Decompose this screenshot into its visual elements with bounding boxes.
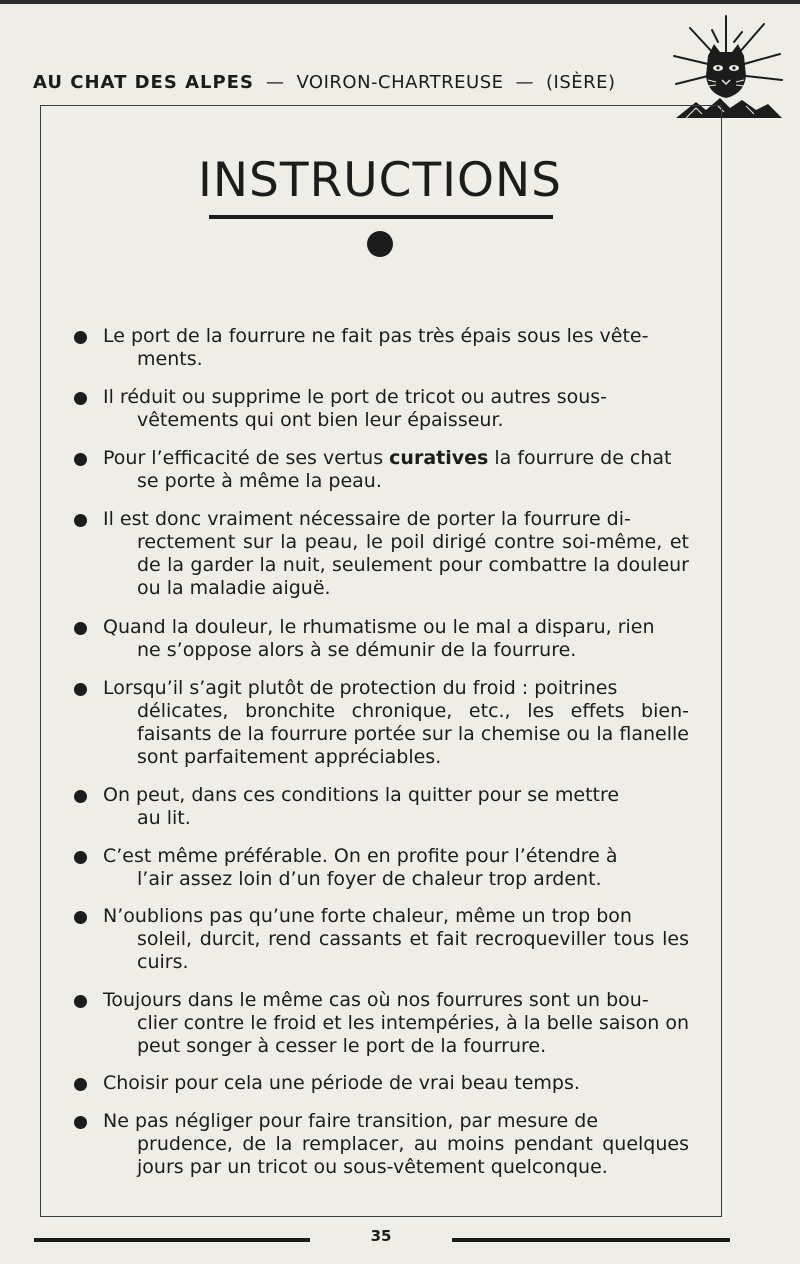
item-text: N’oublions pas qu’une forte chaleur, même un trop bon (103, 905, 632, 927)
list-item (103, 616, 689, 662)
item-text: On peut, dans ces conditions la quitter pour se mettre (103, 784, 620, 806)
list-item (103, 989, 689, 1058)
footer-rule-left (34, 1238, 310, 1242)
item-text: Le port de la fourrure ne fait pas très épais sous les vête- (103, 325, 649, 347)
item-text: Lorsqu’il s’agit plutôt de protection du froid : poitrines (103, 677, 618, 699)
list-item (103, 1110, 689, 1179)
item-text-continued: l’air assez loin d’un foyer de chaleur trop ardent. (137, 868, 602, 890)
page-number: 35 (370, 1227, 392, 1245)
item-text: Quand la douleur, le rhumatisme ou le mal a disparu, rien (103, 616, 655, 638)
list-item (103, 845, 689, 891)
bullet-icon (74, 851, 87, 864)
item-text-continued: rectement sur la peau, le poil dirigé contre soi-même, et de la garder la nuit, seulement pour combattre la douleur ou la maladie aiguë. (137, 531, 689, 599)
item-text: C’est même préférable. On en profite pour l’étendre à (103, 845, 618, 867)
bullet-icon (74, 911, 87, 924)
brand-name: AU CHAT DES ALPES (33, 72, 254, 93)
list-item (103, 1072, 689, 1095)
page-top-edge (0, 0, 800, 4)
header-dash-1: — (265, 72, 285, 93)
bullet-icon (74, 331, 87, 344)
list-item (103, 447, 689, 493)
list-item (103, 677, 689, 769)
bullet-icon (74, 683, 87, 696)
item-text-part: la fourrure de chat (488, 447, 672, 469)
title-underline (209, 215, 553, 219)
page-header (33, 72, 616, 93)
list-item (103, 508, 689, 600)
bullet-icon (74, 514, 87, 527)
header-dash-2: — (515, 72, 535, 93)
item-text-continued: prudence, de la remplacer, au moins pendant quelques jours par un tricot ou sous-vêtement quelconque. (137, 1133, 689, 1178)
bullet-icon (74, 453, 87, 466)
item-text-continued: se porte à même la peau. (137, 470, 382, 492)
item-text-continued: ments. (137, 348, 203, 370)
item-text: Il est donc vraiment nécessaire de porter la fourrure di- (103, 508, 631, 530)
bullet-icon (74, 1078, 87, 1091)
list-item (103, 325, 689, 371)
item-text-continued: vêtements qui ont bien leur épaisseur. (137, 409, 504, 431)
footer-rule-right (452, 1238, 730, 1242)
item-text: Ne pas négliger pour faire transition, par mesure de (103, 1110, 599, 1132)
bullet-icon (74, 622, 87, 635)
item-text (103, 447, 689, 470)
list-item (103, 784, 689, 830)
page-title: INSTRUCTIONS (198, 153, 562, 208)
item-text-continued: délicates, bronchite chronique, etc., les effets bien-faisants de la fourrure portée sur la chemise ou la flanelle sont parfaitement appréciables. (137, 700, 689, 768)
item-text-continued: soleil, durcit, rend cassants et fait recroqueviller tous les cuirs. (137, 928, 689, 973)
bullet-icon (74, 392, 87, 405)
item-text: Il réduit ou supprime le port de tricot ou autres sous- (103, 386, 608, 408)
header-region: (ISÈRE) (546, 72, 616, 93)
item-text: Toujours dans le même cas où nos fourrures sont un bou- (103, 989, 649, 1011)
bullet-icon (74, 1116, 87, 1129)
bullet-icon (74, 790, 87, 803)
list-item (103, 905, 689, 974)
item-text: Choisir pour cela une période de vrai beau temps. (103, 1072, 580, 1094)
title-ornament-dot (367, 231, 393, 257)
list-item (103, 386, 689, 432)
item-text-part: Pour l’efficacité de ses vertus (103, 447, 390, 469)
item-text-continued: clier contre le froid et les intempéries, à la belle saison on peut songer à cesser le port de la fourrure. (137, 1012, 689, 1057)
item-text-continued: au lit. (137, 807, 191, 829)
item-text-bold: curatives (389, 447, 489, 469)
item-text-continued: ne s’oppose alors à se démunir de la fourrure. (137, 639, 577, 661)
header-location: VOIRON-CHARTREUSE (296, 72, 504, 93)
bullet-icon (74, 995, 87, 1008)
